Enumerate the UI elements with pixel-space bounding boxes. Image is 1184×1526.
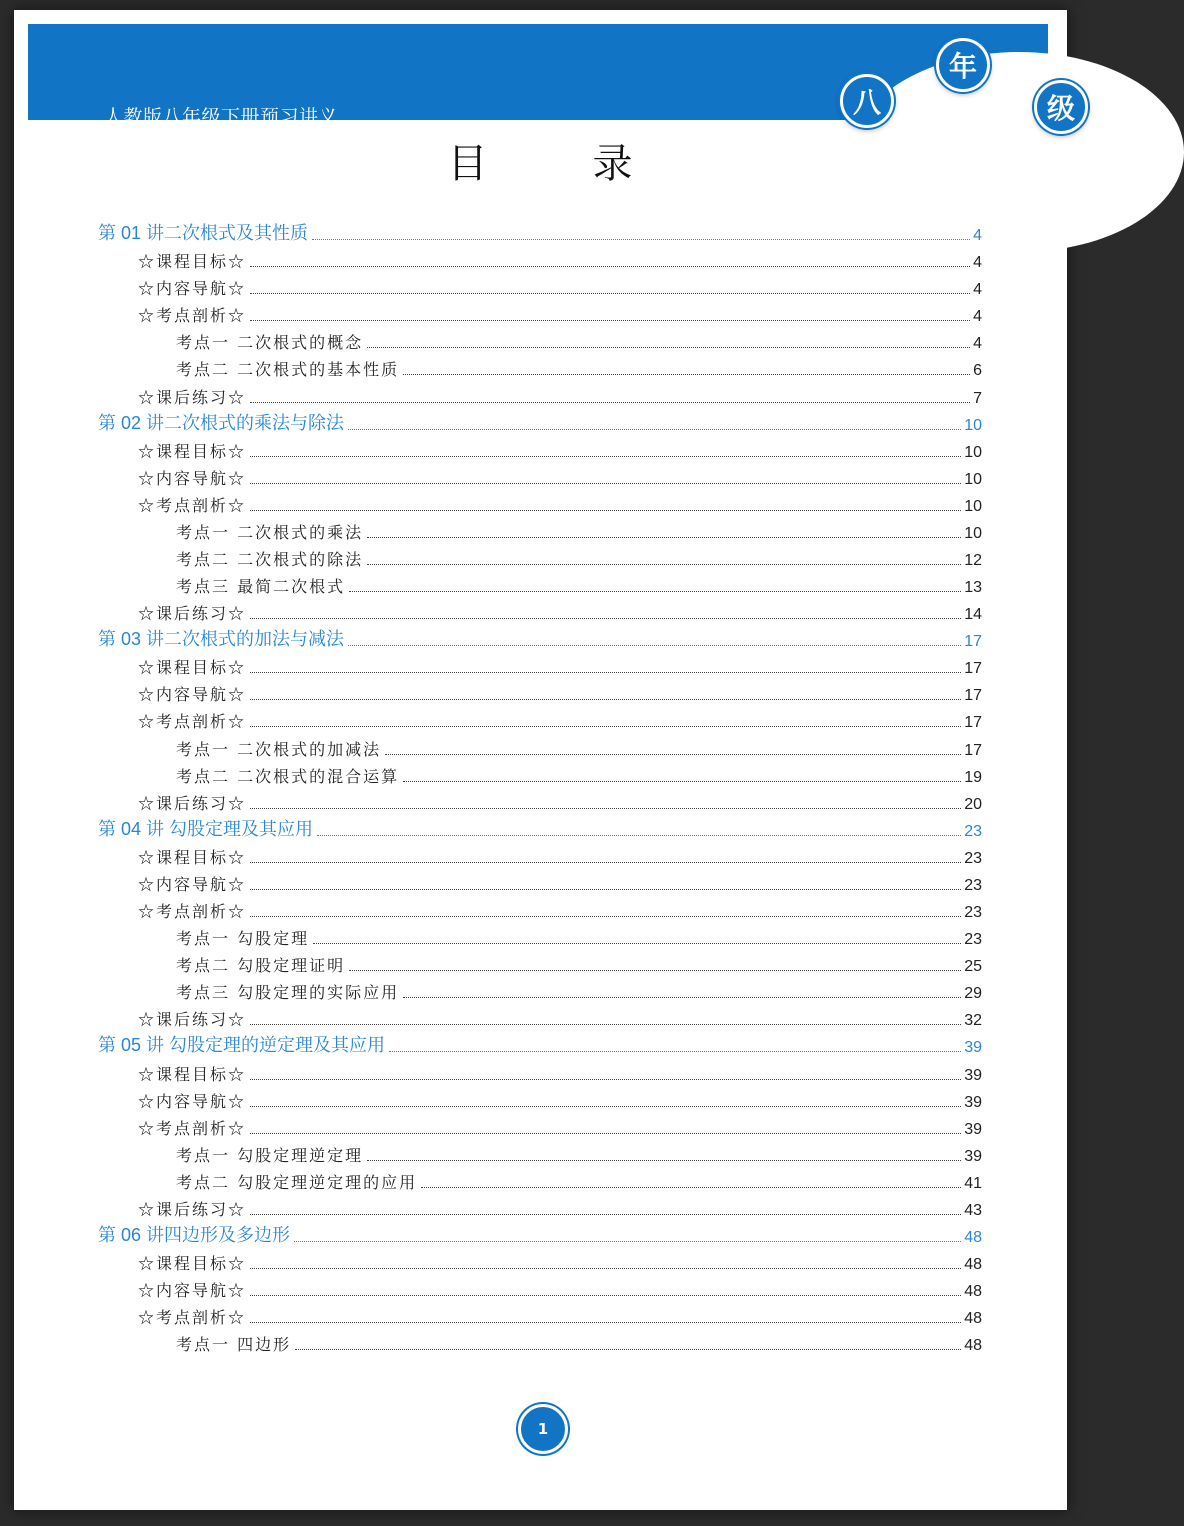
toc-dot-leader [250,509,961,511]
toc-section-entry[interactable] [98,789,982,816]
toc-dot-leader [250,807,961,809]
toc-entry-page: 23 [964,931,982,949]
toc-subsection-entry[interactable] [98,1330,982,1357]
toc-entry-page: 4 [973,254,982,272]
toc-entry-label: ☆课后练习☆ [138,387,247,407]
toc-subsection-entry[interactable] [98,924,982,951]
toc-section-entry[interactable] [98,707,982,734]
toc-entry-page: 23 [964,822,982,840]
grade-badge-2: 年 [936,38,990,92]
toc-chapter-entry[interactable] [98,816,982,843]
toc-dot-leader [250,888,961,890]
table-of-contents [98,220,982,1357]
toc-entry-label: ☆课后练习☆ [138,1199,247,1219]
toc-entry-label: 考点一 勾股定理逆定理 [176,1145,364,1165]
toc-entry-label: ☆课程目标☆ [138,658,247,678]
toc-entry-page: 39 [964,1066,982,1084]
toc-entry-page: 17 [964,660,982,678]
toc-entry-page: 43 [964,1201,982,1219]
grade-badge-1: 八 [840,74,894,128]
toc-entry-label: ☆内容导航☆ [138,874,247,894]
toc-entry-page: 23 [964,849,982,867]
toc-dot-leader [250,698,961,700]
toc-section-entry[interactable] [98,1114,982,1141]
series-title: 人教版八年级下册预习讲义 [104,106,339,128]
toc-dot-leader [389,1050,961,1052]
toc-dot-leader [250,1267,961,1269]
toc-subsection-entry[interactable] [98,1168,982,1195]
toc-dot-leader [250,1321,961,1323]
toc-dot-leader [421,1186,961,1188]
toc-entry-page: 48 [964,1310,982,1328]
toc-dot-leader [313,942,961,944]
toc-section-entry[interactable] [98,1276,982,1303]
toc-dot-leader [250,915,961,917]
toc-section-entry[interactable] [98,870,982,897]
toc-entry-label: 第 01 讲二次根式及其性质 [98,223,309,244]
toc-entry-page: 6 [973,362,982,380]
toc-entry-page: 10 [964,416,982,434]
toc-entry-page: 4 [973,335,982,353]
toc-entry-page: 17 [964,687,982,705]
toc-entry-label: ☆课程目标☆ [138,847,247,867]
toc-dot-leader [349,969,961,971]
toc-entry-label: ☆考点剖析☆ [138,1308,247,1328]
toc-section-entry[interactable] [98,1195,982,1222]
toc-entry-label: ☆内容导航☆ [138,1281,247,1301]
toc-entry-page: 10 [964,470,982,488]
toc-dot-leader [295,1348,961,1350]
toc-dot-leader [403,373,970,375]
toc-section-entry[interactable] [98,464,982,491]
toc-entry-label: ☆课程目标☆ [138,441,247,461]
toc-entry-label: 第 04 讲 勾股定理及其应用 [98,818,314,839]
toc-heading-char-2: 录 [592,141,634,187]
toc-entry-page: 48 [964,1337,982,1355]
toc-dot-leader [367,1159,961,1161]
toc-subsection-entry[interactable] [98,572,982,599]
toc-entry-page: 13 [964,579,982,597]
toc-entry-label: ☆课程目标☆ [138,1254,247,1274]
toc-entry-label: 考点一 二次根式的加减法 [176,739,382,759]
page-number-badge: 1 [518,1404,568,1454]
toc-section-entry[interactable] [98,1059,982,1086]
toc-dot-leader [250,401,970,403]
toc-entry-label: 考点一 二次根式的乘法 [176,522,364,542]
toc-entry-label: ☆课后练习☆ [138,604,247,624]
toc-subsection-entry[interactable] [98,328,982,355]
toc-dot-leader [348,428,961,430]
toc-entry-page: 4 [973,281,982,299]
toc-section-entry[interactable] [98,599,982,626]
toc-entry-page: 4 [973,308,982,326]
toc-entry-label: 考点二 二次根式的除法 [176,550,364,570]
toc-entry-page: 17 [964,714,982,732]
toc-dot-leader [403,996,961,998]
toc-entry-page: 7 [973,389,982,407]
toc-dot-leader [367,536,961,538]
toc-dot-leader [312,238,970,240]
toc-dot-leader [250,455,961,457]
toc-entry-page: 39 [964,1147,982,1165]
toc-entry-page: 29 [964,985,982,1003]
toc-dot-leader [250,725,961,727]
toc-entry-page: 48 [964,1283,982,1301]
toc-entry-label: 考点二 二次根式的基本性质 [176,360,400,380]
toc-dot-leader [250,1078,961,1080]
toc-entry-page: 17 [964,633,982,651]
toc-entry-label: ☆内容导航☆ [138,685,247,705]
document-page [14,10,1075,1510]
toc-dot-leader [250,1023,961,1025]
toc-entry-page: 48 [964,1256,982,1274]
toc-entry-label: ☆考点剖析☆ [138,306,247,326]
toc-dot-leader [250,1213,961,1215]
toc-entry-page: 32 [964,1012,982,1030]
toc-heading-char-1: 目 [447,141,489,187]
toc-section-entry[interactable] [98,653,982,680]
toc-entry-label: ☆考点剖析☆ [138,1118,247,1138]
toc-entry-label: ☆考点剖析☆ [138,712,247,732]
toc-dot-leader [250,265,970,267]
toc-chapter-entry[interactable] [98,410,982,437]
toc-entry-page: 23 [964,904,982,922]
toc-entry-page: 14 [964,606,982,624]
toc-entry-label: 第 03 讲二次根式的加法与减法 [98,629,345,650]
toc-section-entry[interactable] [98,843,982,870]
toc-entry-page: 19 [964,768,982,786]
toc-dot-leader [367,563,961,565]
toc-section-entry[interactable] [98,491,982,518]
toc-section-entry[interactable] [98,1249,982,1276]
toc-dot-leader [367,346,970,348]
toc-entry-label: ☆课程目标☆ [138,252,247,272]
toc-entry-label: 考点二 勾股定理证明 [176,956,346,976]
toc-subsection-entry[interactable] [98,762,982,789]
toc-dot-leader [250,861,961,863]
toc-chapter-entry[interactable] [98,626,982,653]
toc-section-entry[interactable] [98,1303,982,1330]
toc-dot-leader [403,780,961,782]
toc-section-entry[interactable] [98,1005,982,1032]
toc-entry-label: 第 05 讲 勾股定理的逆定理及其应用 [98,1035,386,1056]
toc-subsection-entry[interactable] [98,978,982,1005]
toc-dot-leader [250,617,961,619]
toc-dot-leader [349,590,961,592]
toc-entry-label: 第 06 讲四边形及多边形 [98,1224,291,1245]
toc-section-entry[interactable] [98,680,982,707]
toc-entry-page: 39 [964,1039,982,1057]
toc-entry-label: 考点一 四边形 [176,1335,292,1355]
toc-entry-label: ☆考点剖析☆ [138,902,247,922]
toc-subsection-entry[interactable] [98,951,982,978]
toc-dot-leader [250,671,961,673]
toc-subsection-entry[interactable] [98,355,982,382]
toc-dot-leader [250,1105,961,1107]
toc-chapter-entry[interactable] [98,220,982,247]
toc-section-entry[interactable] [98,437,982,464]
toc-entry-label: 考点一 勾股定理 [176,929,310,949]
toc-dot-leader [250,482,961,484]
toc-entry-label: ☆内容导航☆ [138,468,247,488]
toc-section-entry[interactable] [98,301,982,328]
grade-badge-3: 级 [1034,80,1088,134]
toc-entry-page: 39 [964,1093,982,1111]
toc-entry-page: 25 [964,958,982,976]
toc-chapter-entry[interactable] [98,1032,982,1059]
toc-entry-label: ☆内容导航☆ [138,1091,247,1111]
toc-subsection-entry[interactable] [98,518,982,545]
toc-entry-page: 39 [964,1120,982,1138]
toc-entry-label: ☆课后练习☆ [138,1010,247,1030]
toc-dot-leader [250,319,970,321]
toc-section-entry[interactable] [98,274,982,301]
toc-entry-page: 23 [964,876,982,894]
toc-dot-leader [317,834,961,836]
toc-entry-page: 17 [964,741,982,759]
toc-section-entry[interactable] [98,897,982,924]
toc-entry-page: 10 [964,524,982,542]
toc-section-entry[interactable] [98,247,982,274]
toc-entry-page: 10 [964,497,982,515]
toc-dot-leader [250,292,970,294]
toc-entry-label: ☆课后练习☆ [138,793,247,813]
toc-dot-leader [294,1240,961,1242]
toc-dot-leader [348,644,961,646]
toc-entry-label: ☆考点剖析☆ [138,495,247,515]
toc-dot-leader [250,1294,961,1296]
toc-section-entry[interactable] [98,382,982,409]
toc-entry-page: 10 [964,443,982,461]
toc-subsection-entry[interactable] [98,734,982,761]
toc-entry-page: 12 [964,552,982,570]
toc-heading [14,132,1067,189]
toc-entry-label: 考点三 最简二次根式 [176,577,346,597]
toc-dot-leader [385,753,961,755]
toc-entry-page: 4 [973,227,982,245]
toc-entry-page: 41 [964,1174,982,1192]
toc-entry-label: ☆内容导航☆ [138,279,247,299]
toc-entry-label: 考点一 二次根式的概念 [176,333,364,353]
toc-entry-label: ☆课程目标☆ [138,1064,247,1084]
toc-dot-leader [250,1132,961,1134]
toc-entry-page: 48 [964,1228,982,1246]
toc-entry-label: 考点二 二次根式的混合运算 [176,766,400,786]
toc-entry-label: 考点三 勾股定理的实际应用 [176,983,400,1003]
toc-entry-label: 考点二 勾股定理逆定理的应用 [176,1172,418,1192]
toc-entry-label: 第 02 讲二次根式的乘法与除法 [98,412,345,433]
toc-subsection-entry[interactable] [98,1141,982,1168]
toc-chapter-entry[interactable] [98,1222,982,1249]
toc-section-entry[interactable] [98,1087,982,1114]
toc-entry-page: 20 [964,795,982,813]
toc-subsection-entry[interactable] [98,545,982,572]
